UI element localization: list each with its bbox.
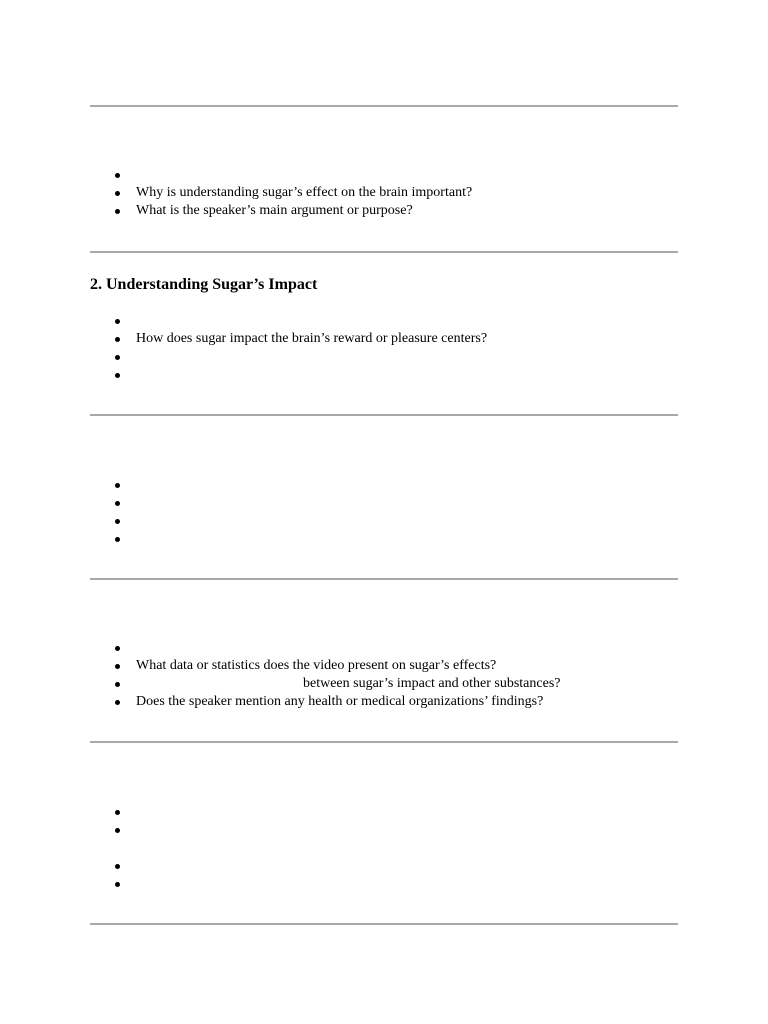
section-divider	[90, 414, 678, 416]
section-divider	[90, 251, 678, 253]
section-heading: 2. Understanding Sugar’s Impact	[90, 276, 318, 293]
section-divider	[90, 741, 678, 743]
section-divider	[90, 105, 678, 107]
section-divider	[90, 923, 678, 925]
section-divider	[90, 578, 678, 580]
